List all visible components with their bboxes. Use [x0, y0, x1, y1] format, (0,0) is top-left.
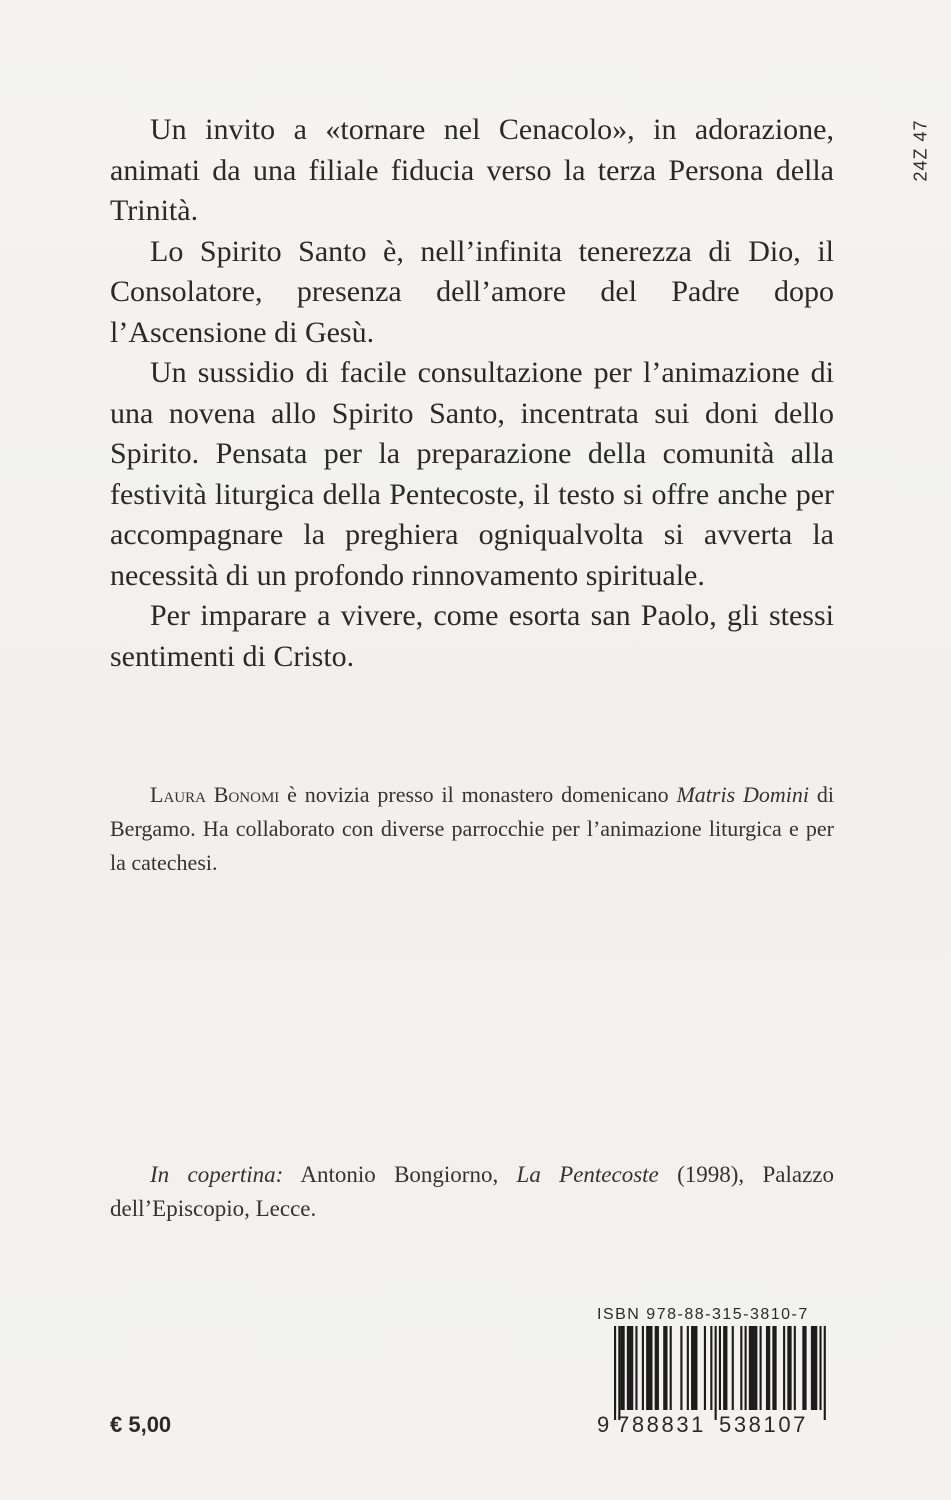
barcode-bar — [745, 1326, 747, 1410]
barcode-bar — [794, 1326, 796, 1410]
artwork-title: La Pentecoste — [516, 1162, 659, 1187]
barcode-bar — [691, 1326, 697, 1410]
side-code — [880, 112, 940, 192]
price: € 5,00 — [110, 1412, 172, 1437]
cover-credit-text-2: (1998), Palazzo dell’Episcopio, Lecce. — [110, 1162, 834, 1221]
cover-credit — [110, 1158, 834, 1226]
barcode-bar — [740, 1326, 742, 1410]
barcode-bar — [811, 1326, 817, 1410]
cover-credit-label: In copertina: — [150, 1162, 284, 1187]
barcode-digits-right: 538107 — [719, 1412, 809, 1437]
barcode-bar — [680, 1326, 682, 1410]
barcode-digits — [597, 1412, 837, 1442]
barcode-bar — [749, 1326, 758, 1410]
blurb — [110, 110, 834, 677]
barcode-bar — [627, 1326, 633, 1410]
barcode-bar — [787, 1326, 791, 1410]
blurb-paragraph-4: Per imparare a vivere, come esorta san Paolo, gli stessi sentimenti di Cristo. — [110, 599, 834, 673]
barcode-bar — [620, 1326, 624, 1410]
barcode-bar — [715, 1326, 717, 1420]
isbn-label: ISBN 978-88-315-3810-7 — [597, 1306, 809, 1323]
barcode-bar — [802, 1326, 806, 1410]
barcode-bar — [766, 1326, 770, 1410]
barcode-bar — [687, 1326, 689, 1410]
barcode-bar — [642, 1326, 644, 1410]
barcode-bar — [732, 1326, 734, 1410]
barcode-bar — [635, 1326, 637, 1410]
author-name: Laura Bonomi — [150, 782, 280, 807]
barcode-bar — [719, 1326, 721, 1410]
blurb-paragraph-2: Lo Spirito Santo è, nell’infinita tenerezza di Dio, il Consolatore, presenza dell’amore del Padre dopo l’Ascensione di Gesù. — [110, 234, 834, 349]
barcode-bar — [772, 1326, 776, 1410]
cover-credit-text-1: Antonio Bongiorno, — [283, 1162, 517, 1187]
barcode-digits-left: 788831 — [617, 1412, 707, 1437]
barcode-bar — [824, 1326, 826, 1420]
barcode-bar — [760, 1326, 762, 1410]
barcode-bar — [663, 1326, 667, 1410]
monastery-name: Matris Domini — [676, 782, 810, 807]
barcode-first-digit: 9 — [597, 1412, 612, 1437]
barcode-bar — [646, 1326, 652, 1410]
author-bio-text-1: è novizia presso il monastero domenicano — [279, 782, 677, 807]
barcode-bar — [704, 1326, 706, 1410]
barcode-bar — [618, 1326, 620, 1420]
barcode-bar — [710, 1326, 712, 1410]
author-bio-text-2: di Bergamo. Ha collaborato con diverse parrocchie per l’animazione liturgica e per la catechesi. — [110, 782, 834, 875]
blurb-paragraph-1: Un invito a «tornare nel Cenacolo», in adorazione, animati da una filiale fiducia verso la terza Persona della Trinità. — [110, 113, 834, 227]
blurb-paragraph-3: Un sussidio di facile consultazione per l’animazione di una novena allo Spirito Santo, incentrata sui doni dello Spirito. Pensata per la preparazione della comunità alla festività liturgica della Pentecoste, il testo si offre anche per accompagnare la preghiera ogniqualvolta si avverta la necessità di un profondo rinnovamento spirituale. — [110, 356, 834, 592]
author-bio — [110, 778, 834, 880]
barcode-bar — [670, 1326, 672, 1410]
barcode-bar — [723, 1326, 727, 1410]
barcode-bar — [819, 1326, 821, 1410]
barcode-bar — [614, 1326, 616, 1420]
barcode-bar — [655, 1326, 659, 1410]
barcode-icon — [614, 1326, 828, 1420]
side-code-text: 24Z 47 — [910, 119, 931, 182]
barcode-bar — [783, 1326, 785, 1410]
